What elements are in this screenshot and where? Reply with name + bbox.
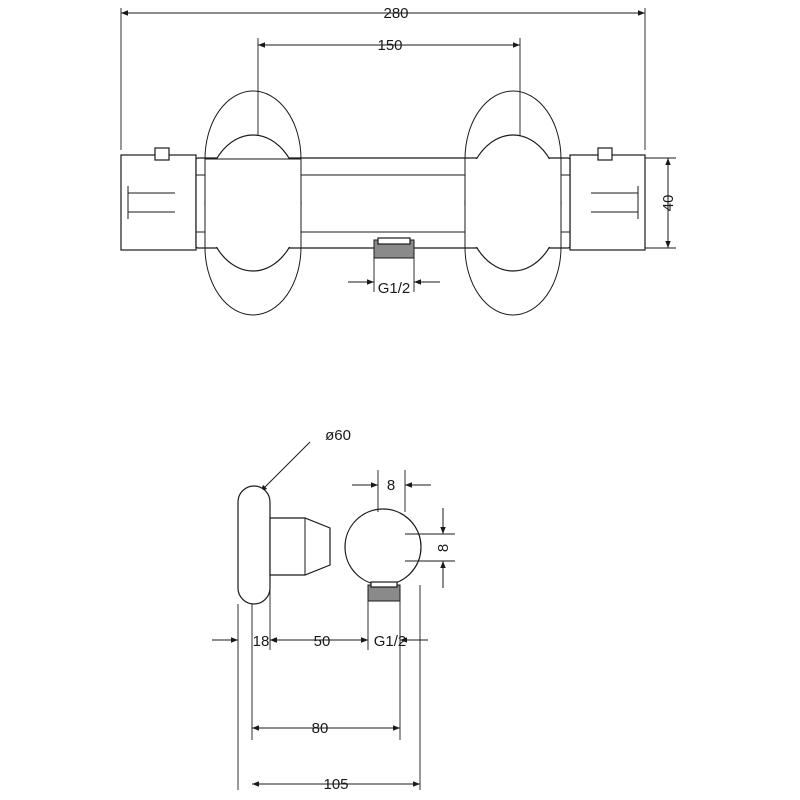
top-view-group xyxy=(121,8,676,315)
dim-label-18: 18 xyxy=(252,633,270,650)
dim-label-50: 50 xyxy=(313,633,331,650)
side-outlet xyxy=(368,582,400,601)
top-right-handle xyxy=(570,148,645,250)
dim-label-8-horizontal: 8 xyxy=(386,477,396,494)
side-round-body xyxy=(345,509,421,585)
dim-label-diameter-60: ø60 xyxy=(325,427,351,444)
dim-label-8-vertical: 8 xyxy=(435,543,452,553)
dim-280 xyxy=(121,8,645,150)
side-extension-lines xyxy=(238,575,420,790)
dim-label-g12-side: G1/2 xyxy=(373,633,407,650)
side-view-group xyxy=(212,442,455,790)
dim-label-40: 40 xyxy=(660,194,677,212)
top-right-knob xyxy=(465,91,561,315)
dim-label-g12-top: G1/2 xyxy=(377,280,411,297)
dim-label-105: 105 xyxy=(323,776,349,793)
top-left-knob xyxy=(205,91,301,315)
dim-label-150: 150 xyxy=(377,37,403,54)
dim-label-80: 80 xyxy=(311,720,329,737)
side-neck xyxy=(270,518,330,575)
dim-label-280: 280 xyxy=(383,5,409,22)
side-wall-plate xyxy=(238,486,270,604)
diameter-leader xyxy=(260,442,310,492)
top-left-handle xyxy=(121,148,196,250)
